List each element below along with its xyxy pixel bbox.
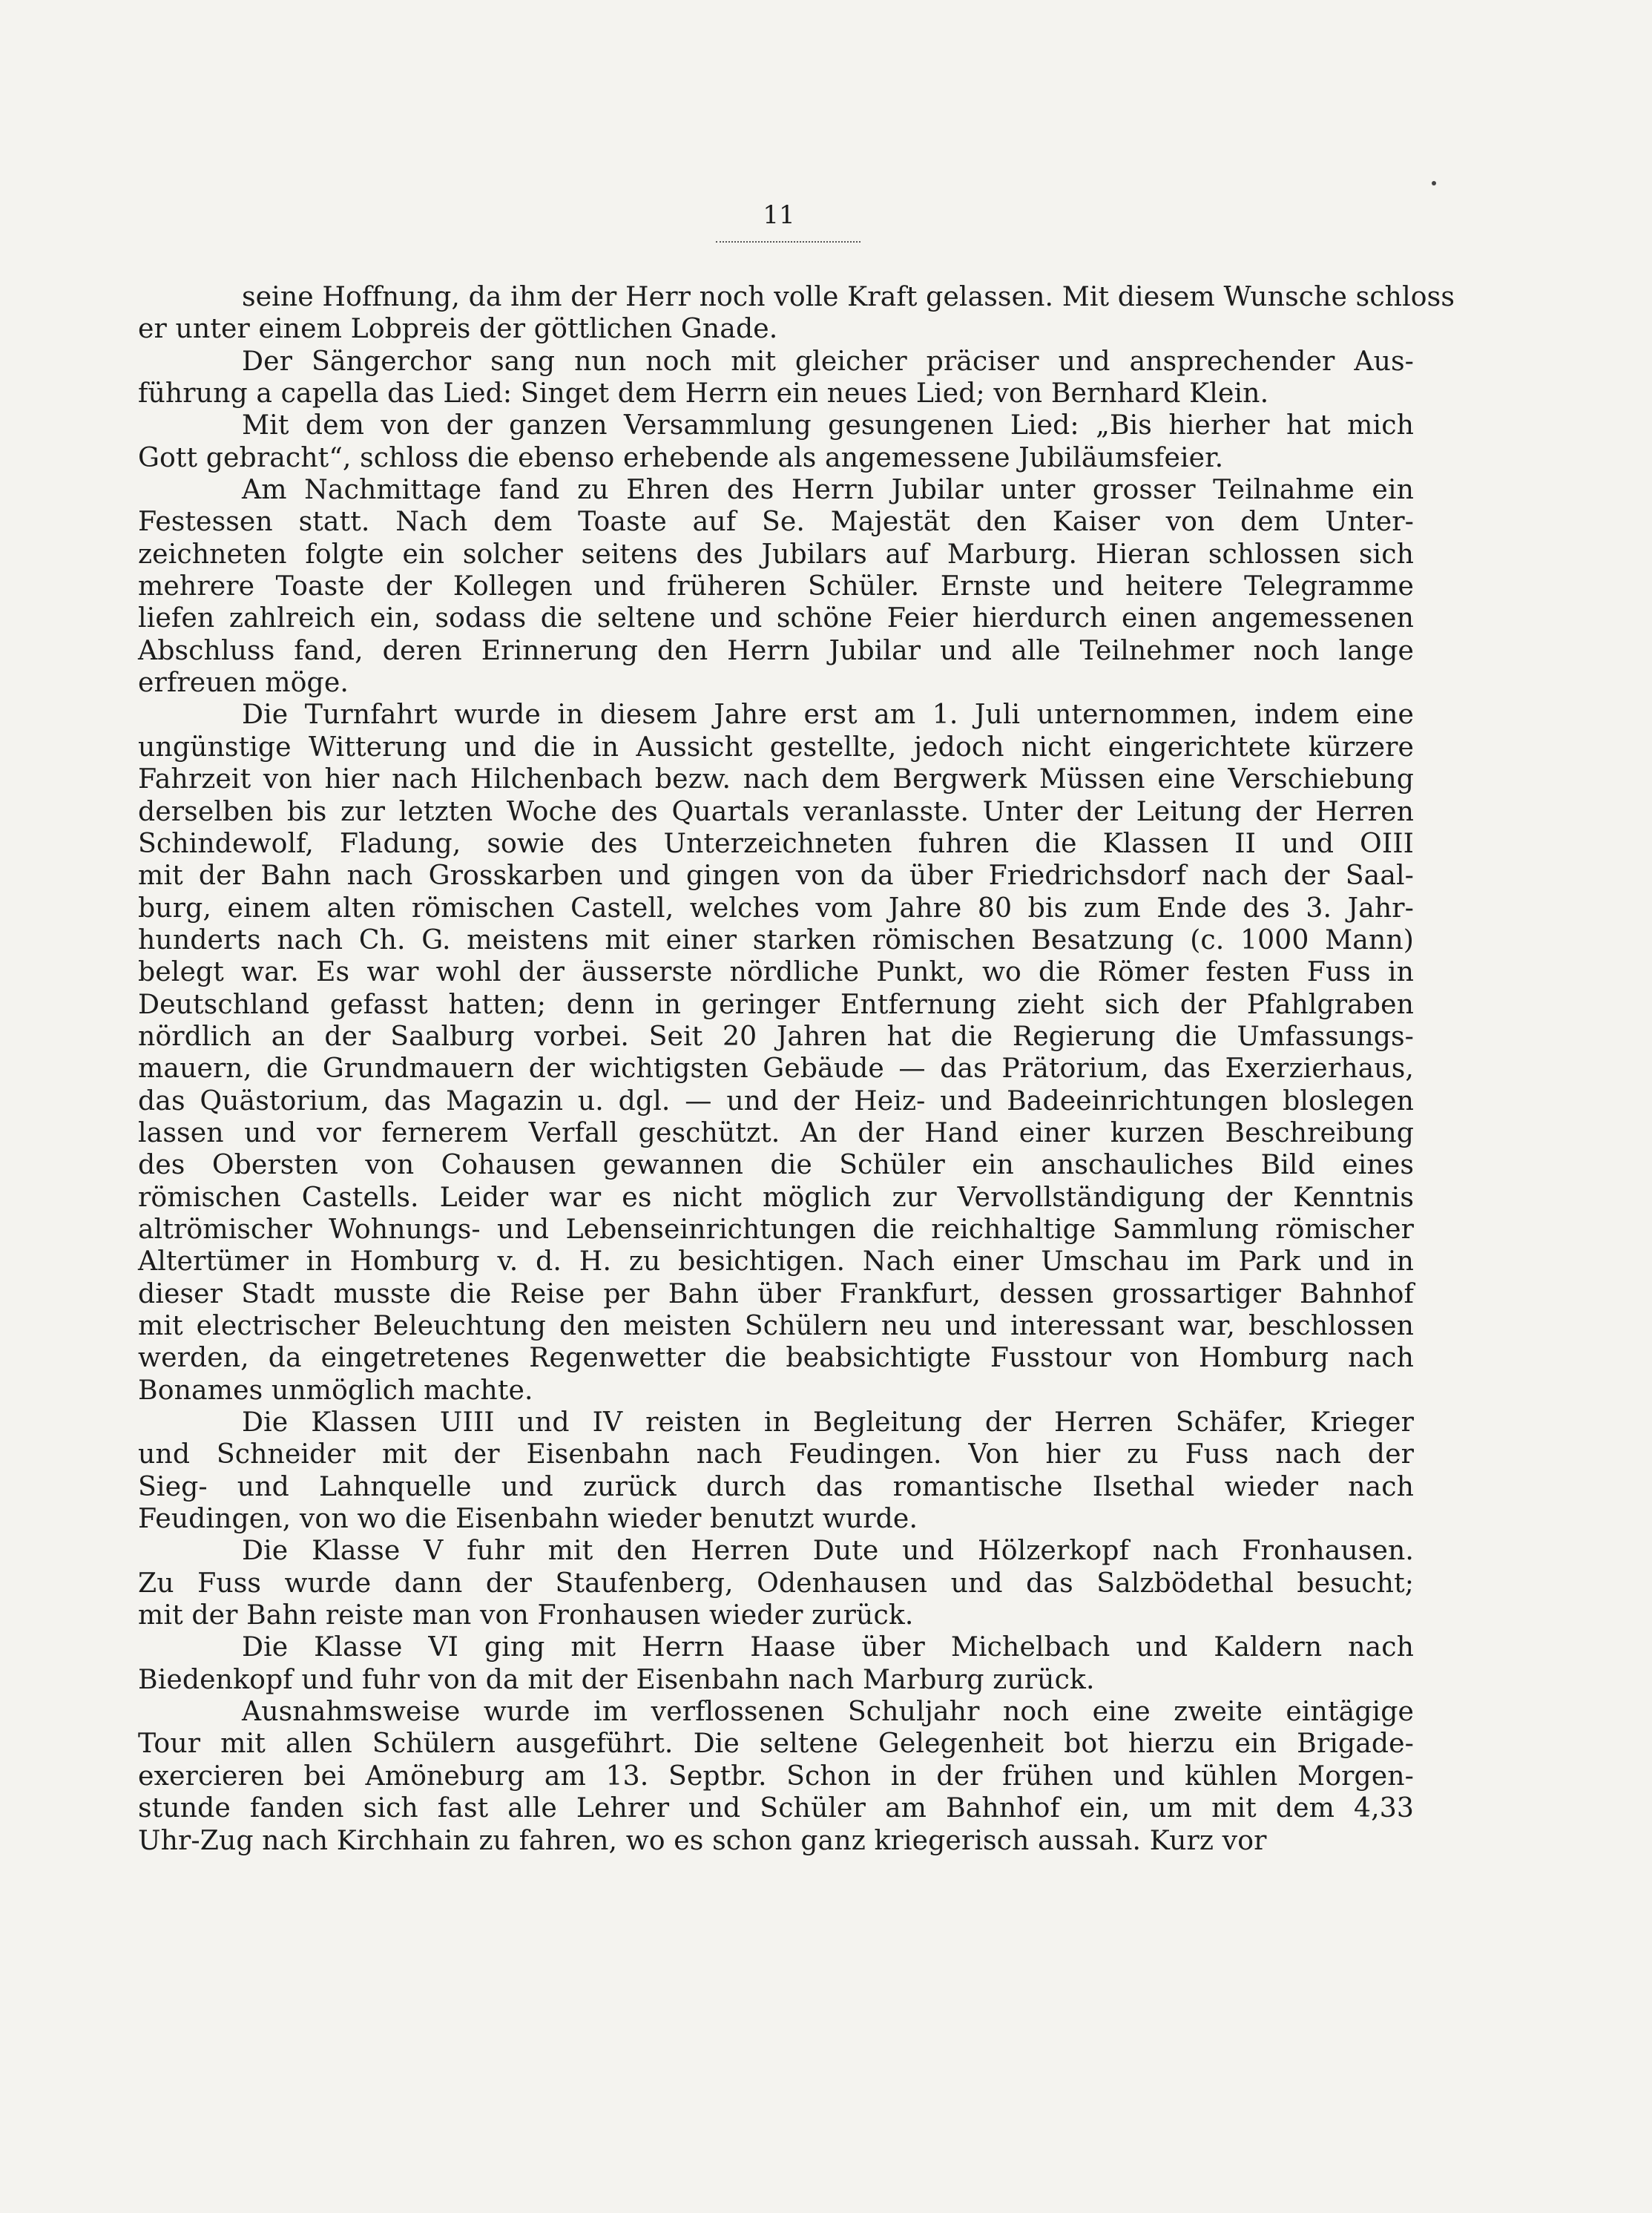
text-line: Sieg- und Lahnquelle und zurück durch das romantische Ilsethal wieder nach (138, 1470, 1414, 1502)
text-line: Schindewolf, Fladung, sowie des Unterzeichneten fuhren die Klassen II und OIII (138, 826, 1414, 859)
text-line: Die Klassen UIII und IV reisten in Begleitung der Herren Schäfer, Krieger (242, 1406, 1414, 1438)
text-line: exercieren bei Amöneburg am 13. Septbr. Schon in der frühen und kühlen Morgen- (138, 1759, 1414, 1792)
text-line: Fahrzeit von hier nach Hilchenbach bezw. nach dem Bergwerk Müssen eine Verschiebung (138, 763, 1414, 795)
text-line: mit der Bahn reiste man von Fronhausen wieder zurück. (138, 1599, 914, 1631)
paragraph (138, 473, 1414, 698)
text-line: Biedenkopf und fuhr von da mit der Eisenbahn nach Marburg zurück. (138, 1663, 1095, 1695)
text-line: führung a capella das Lied: Singet dem Herrn ein neues Lied; von Bernhard Klein. (138, 377, 1269, 410)
text-line: Uhr-Zug nach Kirchhain zu fahren, wo es schon ganz kriegerisch aussah. Kurz vor (138, 1824, 1267, 1856)
text-line: altrömischer Wohnungs- und Lebenseinrichtungen die reichhaltige Sammlung römischer (138, 1212, 1414, 1245)
text-line: er unter einem Lobpreis der göttlichen Gnade. (138, 312, 778, 345)
paragraph (138, 698, 1414, 1406)
text-line: Mit dem von der ganzen Versammlung gesungenen Lied: „Bis hierher hat mich (242, 409, 1414, 441)
text-line: Zu Fuss wurde dann der Staufenberg, Odenhausen und das Salzbödethal besucht; (138, 1566, 1414, 1599)
paragraph (138, 1631, 1414, 1695)
text-line: Gott gebracht“, schloss die ebenso erhebende als angemessene Jubiläumsfeier. (138, 441, 1224, 473)
text-line: belegt war. Es war wohl der äusserste nördliche Punkt, wo die Römer festen Fuss in (138, 956, 1414, 988)
text-line: Die Turnfahrt wurde in diesem Jahre erst am 1. Juli unternommen, indem eine (242, 698, 1414, 731)
text-line: mit electrischer Beleuchtung den meisten Schülern neu und interessant war, beschlossen (138, 1309, 1414, 1341)
text-line: liefen zahlreich ein, sodass die seltene und schöne Feier hierdurch einen angemessenen (138, 602, 1414, 634)
text-line: hunderts nach Ch. G. meistens mit einer starken römischen Besatzung (c. 1000 Mann) (138, 923, 1414, 956)
paragraph (138, 409, 1414, 473)
text-line: seine Hoffnung, da ihm der Herr noch volle Kraft gelassen. Mit diesem Wunsche schloss (242, 280, 1455, 312)
text-line: burg, einem alten römischen Castell, welches vom Jahre 80 bis zum Ende des 3. Jahr- (138, 891, 1414, 924)
text-line: lassen und vor fernerem Verfall geschützt. An der Hand einer kurzen Beschreibung (138, 1116, 1414, 1148)
text-line: Am Nachmittage fand zu Ehren des Herrn Jubilar unter grosser Teilnahme ein (242, 473, 1414, 506)
text-line: Die Klasse VI ging mit Herrn Haase über Michelbach und Kaldern nach (242, 1631, 1414, 1663)
text-line: dieser Stadt musste die Reise per Bahn über Frankfurt, dessen grossartiger Bahnhof (138, 1277, 1414, 1309)
text-line: mit der Bahn nach Grosskarben und gingen von da über Friedrichsdorf nach der Saal- (138, 859, 1414, 892)
text-line: das Quästorium, das Magazin u. dgl. — und der Heiz- und Badeeinrichtungen bloslegen (138, 1084, 1414, 1117)
text-line: Ausnahmsweise wurde im verflossenen Schuljahr noch eine zweite eintägige (242, 1695, 1414, 1728)
paragraph (138, 345, 1414, 410)
page-number-rule (716, 241, 860, 243)
text-line: römischen Castells. Leider war es nicht möglich zur Vervollständigung der Kenntnis (138, 1180, 1414, 1213)
text-line: erfreuen möge. (138, 666, 349, 699)
text-line: Tour mit allen Schülern ausgeführt. Die seltene Gelegenheit bot hierzu ein Brigade- (138, 1727, 1414, 1760)
text-line: mehrere Toaste der Kollegen und früheren Schüler. Ernste und heitere Telegramme (138, 570, 1414, 602)
body-text (138, 280, 1455, 1856)
text-line: zeichneten folgte ein solcher seitens des Jubilars auf Marburg. Hieran schlossen sich (138, 537, 1414, 570)
page-number: 11 (763, 200, 795, 230)
text-line: des Obersten von Cohausen gewannen die Schüler ein anschauliches Bild eines (138, 1148, 1414, 1181)
text-line: Die Klasse V fuhr mit den Herren Dute und Hölzerkopf nach Fronhausen. (242, 1534, 1414, 1567)
text-line: und Schneider mit der Eisenbahn nach Feudingen. Von hier zu Fuss nach der (138, 1438, 1414, 1470)
paragraph (138, 1534, 1414, 1631)
text-line: Der Sängerchor sang nun noch mit gleicher präciser und ansprechender Aus- (242, 344, 1414, 377)
scan-speck (1432, 181, 1436, 185)
text-line: derselben bis zur letzten Woche des Quartals veranlasste. Unter der Leitung der Herren (138, 795, 1414, 827)
text-line: Bonames unmöglich machte. (138, 1373, 533, 1406)
text-line: werden, da eingetretenes Regenwetter die beabsichtigte Fusstour von Homburg nach (138, 1341, 1414, 1374)
text-line: mauern, die Grundmauern der wichtigsten Gebäude — das Prätorium, das Exerzierhaus, (138, 1052, 1414, 1085)
paragraph (138, 280, 1455, 345)
paragraph (138, 1406, 1414, 1534)
paragraph (138, 1695, 1414, 1856)
text-line: Feudingen, von wo die Eisenbahn wieder benutzt wurde. (138, 1502, 918, 1535)
text-line: Altertümer in Homburg v. d. H. zu besichtigen. Nach einer Umschau im Park und in (138, 1245, 1414, 1278)
text-line: Deutschland gefasst hatten; denn in geringer Entfernung zieht sich der Pfahlgraben (138, 987, 1414, 1020)
text-line: stunde fanden sich fast alle Lehrer und Schüler am Bahnhof ein, um mit dem 4,33 (138, 1792, 1414, 1824)
text-line: Festessen statt. Nach dem Toaste auf Se. Majestät den Kaiser von dem Unter- (138, 505, 1414, 538)
text-line: ungünstige Witterung und die in Aussicht gestellte, jedoch nicht eingerichtete kürzere (138, 730, 1414, 763)
text-line: Abschluss fand, deren Erinnerung den Herrn Jubilar und alle Teilnehmer noch lange (138, 634, 1414, 666)
text-line: nördlich an der Saalburg vorbei. Seit 20 Jahren hat die Regierung die Umfassungs- (138, 1019, 1414, 1052)
